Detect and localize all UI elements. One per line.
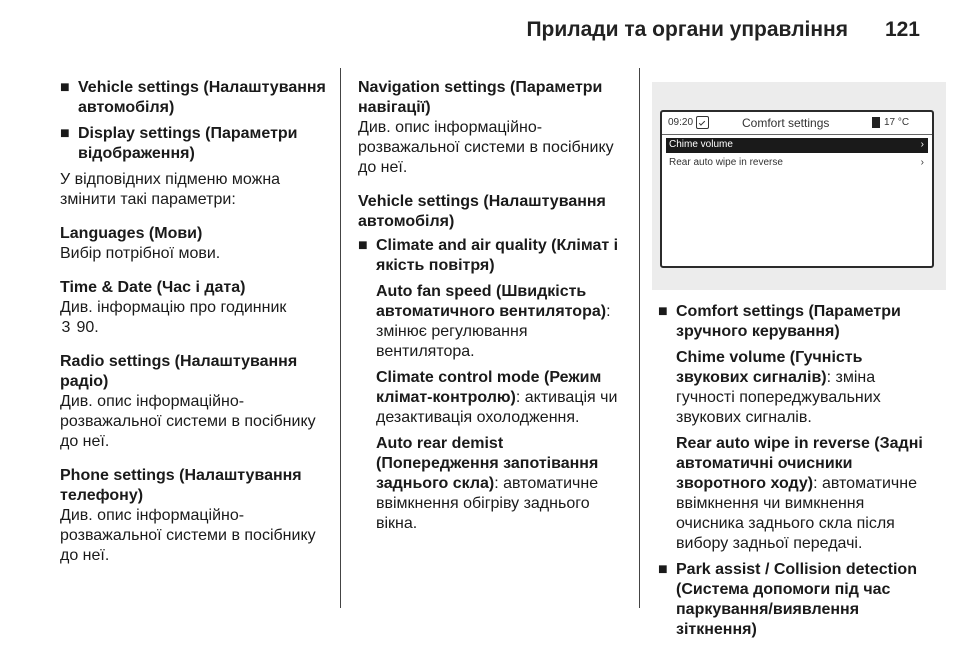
section-title: Radio settings (Налаштування радіо) <box>60 353 298 390</box>
chevron-right-icon: › <box>920 139 924 150</box>
climate-item: Climate and air quality (Клімат і якість повітря) <box>376 237 619 274</box>
page-ref-number: 90. <box>76 319 99 336</box>
page-number: 121 <box>884 18 920 41</box>
climate-mode-entry <box>376 368 628 428</box>
entry-label: Climate control mode (Режим клімат-контролю) <box>376 369 602 406</box>
clock-icon <box>696 116 709 129</box>
intro-text: У відповідних підменю можна змінити такі параметри: <box>60 171 281 208</box>
section-text: Див. інформацію про годинник <box>60 299 287 316</box>
menu-item-rear-wipe[interactable] <box>666 156 928 171</box>
menu-item-label: Rear auto wipe in reverse <box>669 157 783 168</box>
entry-label: Auto rear demist (Попередження запотівання заднього скла) <box>376 435 599 492</box>
page-title: Прилади та органи управління <box>526 18 848 41</box>
rear-wipe-entry <box>676 434 928 554</box>
column-divider <box>639 68 640 608</box>
list-item <box>358 236 628 276</box>
entry-text: : змінює регулювання вентилятора. <box>376 303 611 360</box>
screen-time: 09:20 <box>668 117 694 128</box>
section-title: Vehicle settings (Налаштування автомобіля) <box>358 193 606 230</box>
menu-item-chime-volume[interactable] <box>666 138 928 153</box>
list-item <box>60 78 330 118</box>
vehicle-settings-item: Vehicle settings (Налаштування автомобіля) <box>78 79 326 116</box>
bullet-mark: ■ <box>60 125 70 142</box>
comfort-settings-item: Comfort settings (Параметри зручного керування) <box>676 303 901 340</box>
time-date-section <box>60 278 330 338</box>
bullet-mark: ■ <box>358 237 368 254</box>
display-settings-item: Display settings (Параметри відображення) <box>78 125 298 162</box>
menu-item-label: Chime volume <box>669 139 733 150</box>
rear-demist-entry <box>376 434 628 534</box>
bullet-mark: ■ <box>60 79 70 96</box>
bullet-mark: ■ <box>658 561 668 578</box>
list-item <box>658 560 928 640</box>
screen-title: Comfort settings <box>742 116 830 130</box>
column-divider <box>340 68 341 608</box>
page-ref-icon: 3 <box>61 319 71 336</box>
chevron-right-icon: › <box>920 157 924 168</box>
page-header <box>0 0 960 60</box>
entry-label: Rear auto wipe in reverse (Задні автоматичні очисники зворотного ходу) <box>676 435 923 492</box>
column-1 <box>60 78 330 580</box>
section-title: Navigation settings (Параметри навігації) <box>358 79 603 116</box>
column-3 <box>658 302 928 646</box>
section-text: Див. опис інформаційно-розважальної системи в посібнику до неї. <box>60 393 316 450</box>
entry-text: : автоматичне ввімкнення обігріву заднього вікна. <box>376 475 599 532</box>
park-assist-item: Park assist / Collision detection (Система допомоги під час паркування/виявлення зіткнення) <box>676 561 917 638</box>
section-text: Вибір потрібної мови. <box>60 245 221 262</box>
section-text: Див. опис інформаційно-розважальної системи в посібнику до неї. <box>358 119 614 176</box>
section-text: Див. опис інформаційно-розважальної системи в посібнику до неї. <box>60 507 316 564</box>
navigation-section <box>358 78 628 178</box>
column-2 <box>358 78 628 540</box>
languages-section <box>60 224 330 264</box>
radio-section <box>60 352 330 452</box>
display-screen <box>660 110 934 268</box>
screen-temperature: 17 °C <box>884 117 910 128</box>
fan-speed-entry <box>376 282 628 362</box>
section-title: Languages (Мови) <box>60 225 203 242</box>
list-item <box>60 124 330 164</box>
screen-separator <box>662 134 932 135</box>
screen-header <box>662 112 932 134</box>
entry-text: : зміна гучності попереджувальних звукових сигналів. <box>676 369 881 426</box>
page-reference[interactable] <box>60 318 330 338</box>
list-item <box>658 302 928 342</box>
phone-section <box>60 466 330 566</box>
entry-label: Auto fan speed (Швидкість автоматичного вентилятора) <box>376 283 607 320</box>
entry-label: Chime volume (Гучність звукових сигналів) <box>676 349 863 386</box>
entry-text: : автоматичне ввімкнення чи вимкнення очисника заднього скла після вибору задньої передачі. <box>676 475 917 552</box>
display-illustration <box>652 82 946 290</box>
section-title: Phone settings (Налаштування телефону) <box>60 467 302 504</box>
entry-text: : активація чи дезактивація охолодження. <box>376 389 618 426</box>
fan-icon <box>872 117 880 128</box>
chime-volume-entry <box>676 348 928 428</box>
bullet-mark: ■ <box>658 303 668 320</box>
section-title: Time & Date (Час і дата) <box>60 279 246 296</box>
